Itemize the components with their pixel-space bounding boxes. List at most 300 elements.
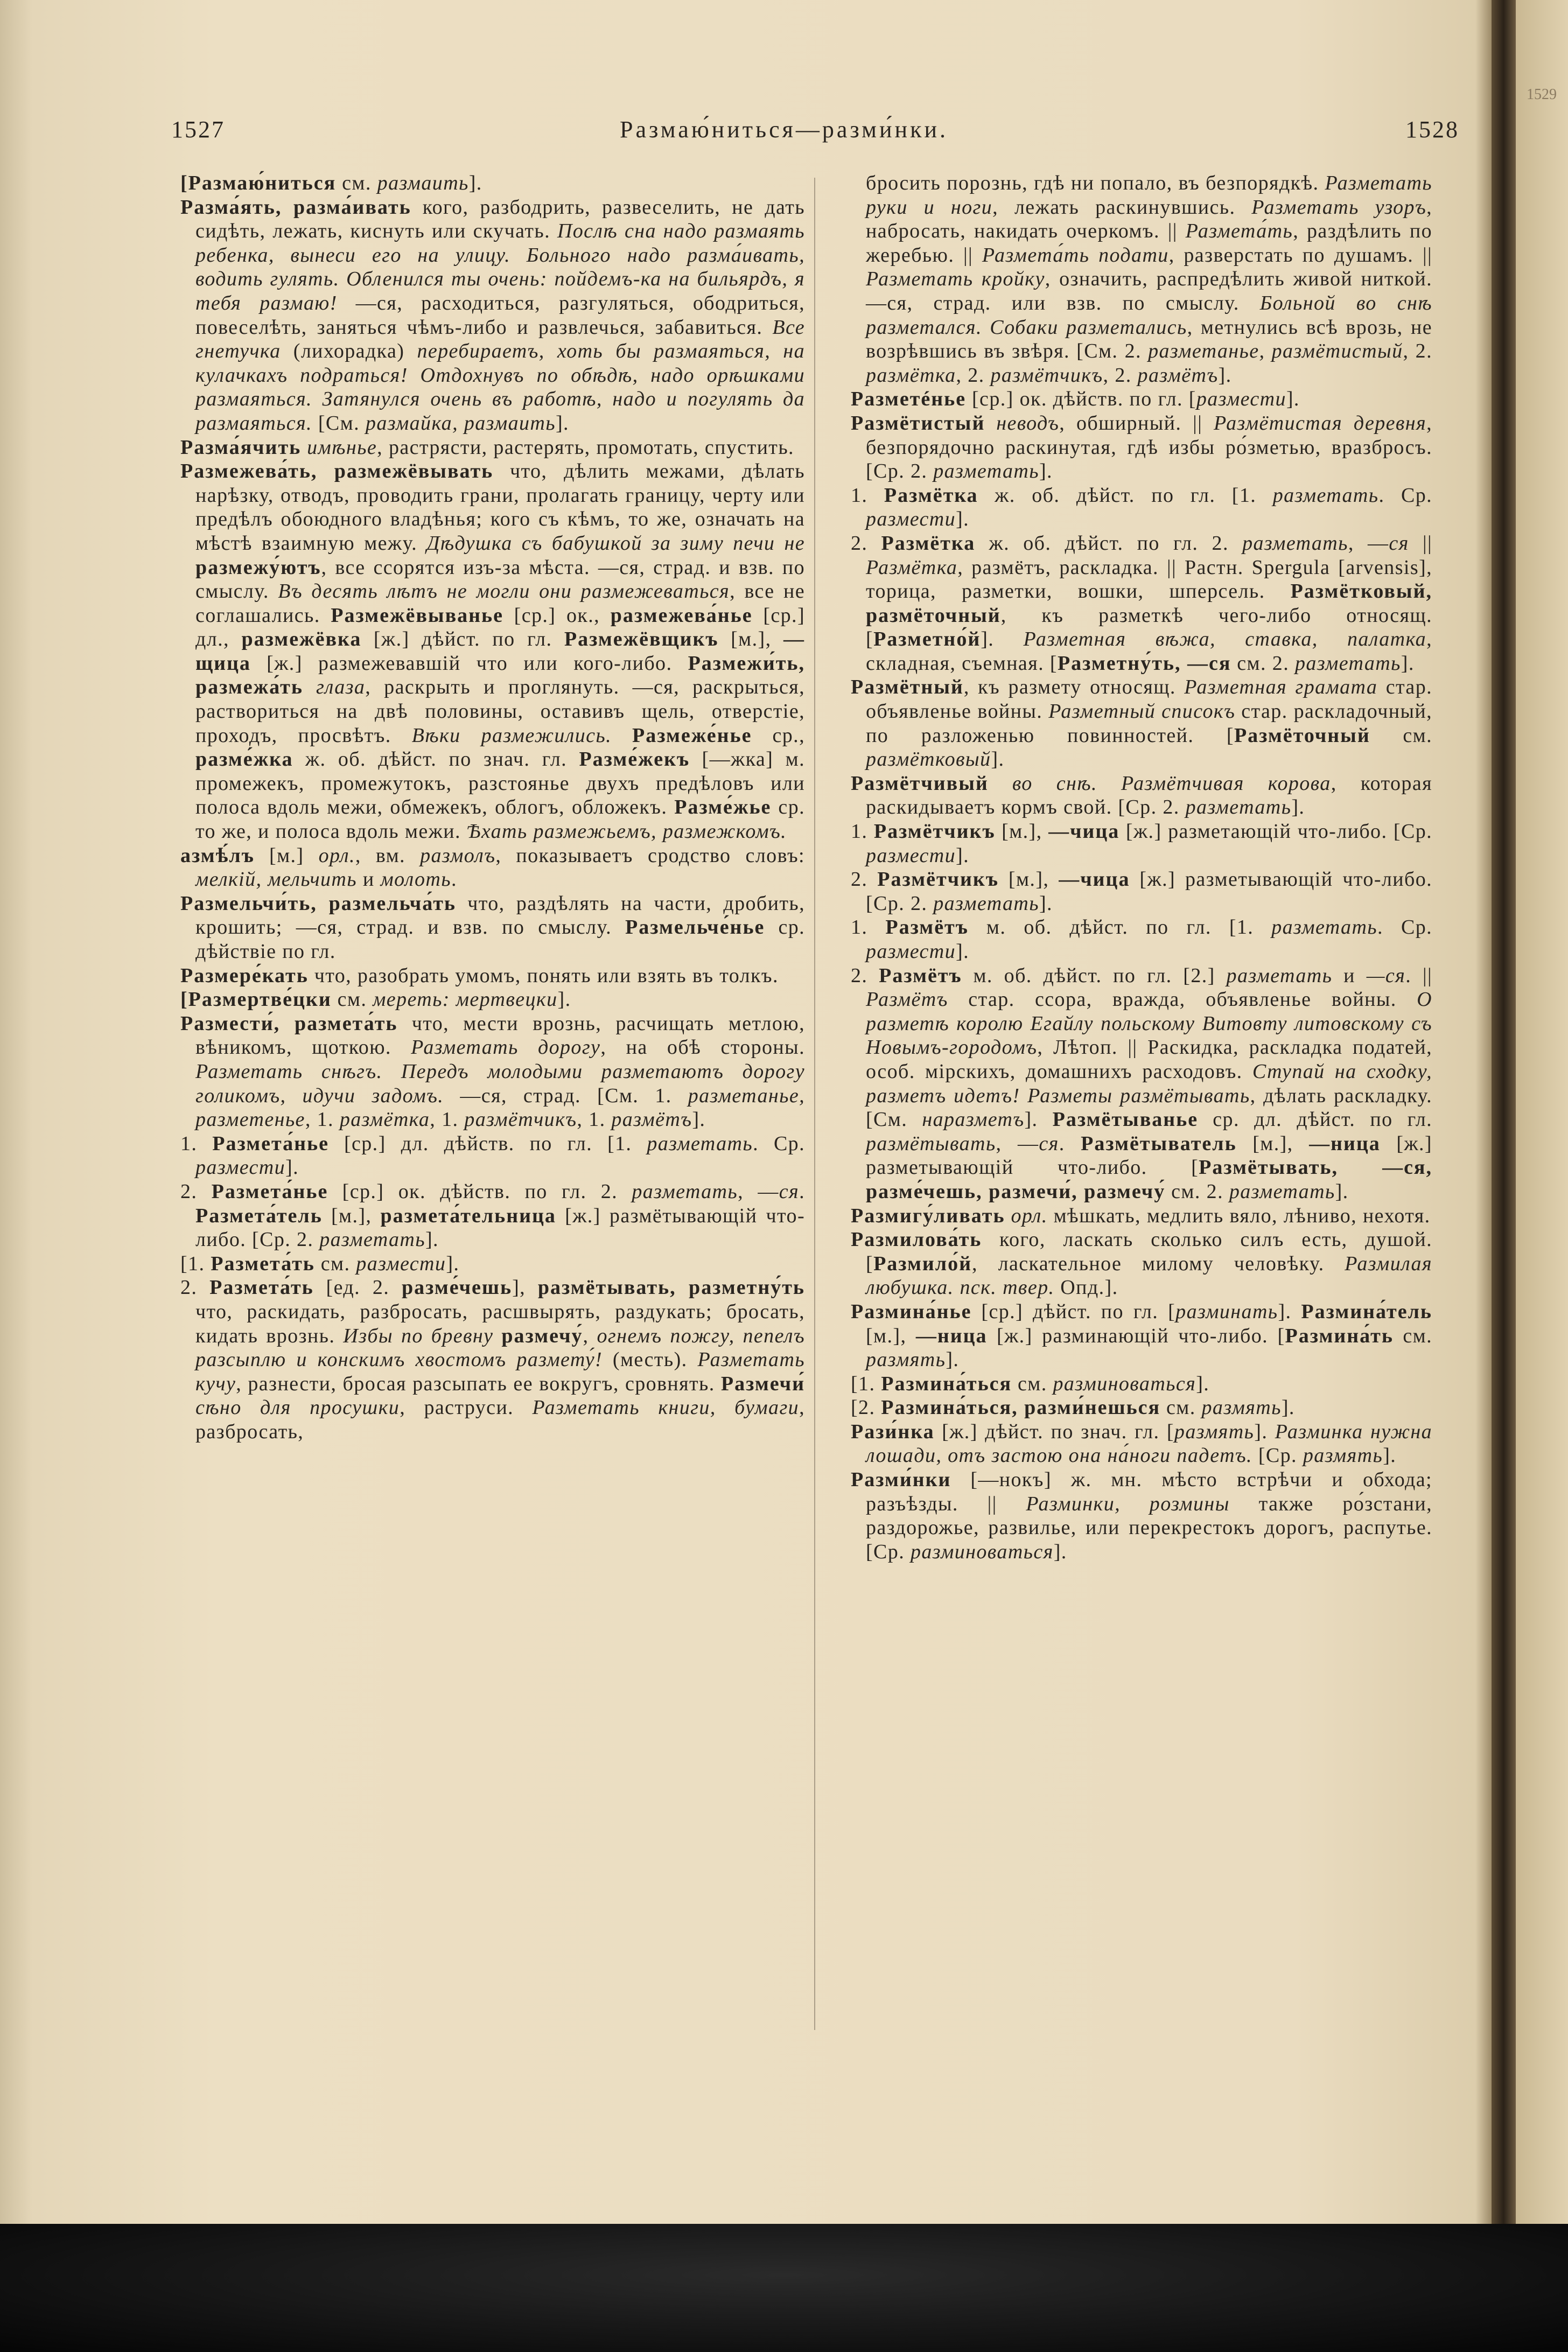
headword: Размежёвыванье bbox=[331, 604, 503, 627]
dictionary-entry bbox=[851, 675, 1432, 771]
definition-text: (месть). bbox=[603, 1348, 698, 1371]
definition-text: [ж.] разметывающій что-либо. [Ср. 2. bbox=[866, 868, 1433, 915]
headword: Размётъ bbox=[879, 964, 962, 987]
definition-text: м. об. дѣйст. по гл. [1. bbox=[968, 916, 1272, 939]
definition-text: ]. bbox=[1039, 892, 1053, 915]
definition-text: мѣшкать, медлить вяло, лѣниво, нехотя. bbox=[1047, 1204, 1431, 1227]
definition-text: ]. bbox=[1218, 363, 1232, 387]
definition-text: . bbox=[1059, 1132, 1081, 1155]
headword: Размина́нье bbox=[851, 1300, 972, 1323]
definition-text: , ласкательное милому человѣку. bbox=[972, 1252, 1345, 1275]
definition-text: и bbox=[1332, 964, 1367, 987]
headword: размежёвка bbox=[241, 628, 362, 651]
headword: [Размаю́ниться bbox=[180, 172, 337, 194]
running-head-title: Размаю́ниться—разми́нки. bbox=[619, 116, 948, 143]
headword: Разме́жекъ bbox=[579, 748, 690, 771]
definition-text: , все не соглашались. bbox=[195, 580, 805, 627]
definition-text: , размётъ, раскладка. || Растн. Spergula [arvensis], торица, разметки, вошки, шперсель. bbox=[866, 556, 1432, 603]
headword: Размётковый, размёточный bbox=[866, 580, 1432, 627]
definition-text bbox=[303, 676, 316, 698]
example-text: Разметать дорогу bbox=[411, 1036, 601, 1059]
dictionary-entry bbox=[851, 531, 1432, 676]
definition-text: Опд.]. bbox=[1054, 1276, 1118, 1299]
dictionary-entry bbox=[851, 1228, 1432, 1300]
definition-text: что, мести врознь, расчищать метлою, вѣникомъ, щоткою. bbox=[195, 1012, 805, 1059]
right-page-number: 1528 bbox=[1405, 116, 1459, 143]
definition-text: , лежать раскинувшись. bbox=[992, 195, 1252, 219]
definition-text: , безпорядочно раскинутая, гдѣ избы ро́зметью, вразбросъ. [Ср. 2. bbox=[866, 411, 1433, 483]
definition-text: [1. bbox=[180, 1252, 211, 1275]
definition-text: [ср.] дл., bbox=[195, 604, 806, 651]
headword: Размётка bbox=[881, 531, 976, 555]
example-text: Больной во снѣ разметался. Собаки разметались bbox=[866, 291, 1432, 339]
headword: Размета́ть bbox=[209, 1276, 314, 1299]
example-text: Разметный списокъ bbox=[1048, 700, 1236, 723]
headword: —ница bbox=[915, 1324, 988, 1347]
definition-text: , раскрыть и проглянуть. —ся, раскрыться, раствориться на двѣ половины, оставивъ щель, отверстіе, проходъ, просвѣтъ. bbox=[195, 676, 805, 747]
definition-text: [м.], bbox=[998, 868, 1059, 891]
adjacent-page-edge bbox=[1516, 0, 1568, 2224]
definition-text: ]. bbox=[1291, 796, 1305, 819]
definition-text: [ср.] ок. дѣйств. по гл. 2. bbox=[328, 1180, 632, 1203]
headword: Размета́тель bbox=[195, 1204, 323, 1227]
headword: Размельчи́ть, размельча́ть bbox=[180, 892, 456, 915]
definition-text: ]. bbox=[555, 411, 569, 435]
dictionary-entry bbox=[180, 892, 805, 964]
definition-text: ]. bbox=[468, 172, 482, 194]
headword: Разми́нки bbox=[851, 1468, 951, 1492]
definition-text bbox=[1005, 1205, 1011, 1227]
adjacent-page-number: 1529 bbox=[1527, 86, 1557, 103]
headword: —чица bbox=[1059, 868, 1130, 891]
example-text: размолъ bbox=[420, 844, 496, 867]
dictionary-entry bbox=[851, 171, 1432, 387]
definition-text: ]. bbox=[557, 988, 571, 1011]
example-text: разминоваться bbox=[1053, 1372, 1196, 1395]
definition-text: , метнулись всѣ врозь, не возрѣвшись въ звѣря. [См. 2. bbox=[866, 316, 1432, 363]
definition-text: что, раздѣлять на части, дробить, крошить; —ся, страд. и взв. по смыслу. bbox=[195, 892, 805, 939]
dictionary-entry bbox=[851, 1468, 1432, 1564]
example-text: мереть: мертвецки bbox=[373, 988, 558, 1011]
dictionary-entry bbox=[180, 964, 805, 988]
definition-text bbox=[493, 1325, 501, 1347]
example-text: разметать bbox=[1295, 652, 1401, 675]
headword: Размина́ться bbox=[881, 1372, 1012, 1395]
definition-text: —ся, расходиться, разгуляться, ободриться, повеселѣть, заняться чѣмъ-либо и развлечься, забавиться. bbox=[195, 291, 805, 339]
example-text: Вѣки размежились. bbox=[411, 724, 612, 747]
definition-text: ср. дл. дѣйст. по гл. bbox=[1198, 1108, 1432, 1131]
definition-text: 1. bbox=[180, 1132, 213, 1155]
dictionary-entry bbox=[180, 436, 805, 460]
headword: Размежева́ть, размежёвывать bbox=[180, 460, 494, 483]
headword: разме́жка bbox=[195, 748, 293, 771]
headword: Размётчикъ bbox=[873, 820, 996, 843]
example-text: Разминки, розмины bbox=[1026, 1492, 1230, 1515]
example-text: разметать bbox=[933, 460, 1039, 483]
dictionary-entry bbox=[180, 171, 805, 195]
definition-text: , показываетъ сродство словъ: bbox=[495, 844, 805, 867]
definition-text: . Ср. bbox=[753, 1132, 805, 1155]
definition-text: [ж.] размежевавшій что или кого-либо. bbox=[250, 652, 688, 675]
definition-text: ]. bbox=[1053, 1540, 1067, 1563]
headword: Размета́ть bbox=[211, 1252, 315, 1275]
definition-text: [—нокъ] ж. мн. мѣсто встрѣчи и обхода; разъѣзды. || bbox=[866, 1468, 1432, 1515]
definition-text: кого, разбодрить, развеселить, не дать сидѣть, лежать, киснуть или скучать. bbox=[195, 195, 805, 243]
headword: —щица bbox=[195, 628, 806, 675]
definition-text: , 2. bbox=[1103, 363, 1138, 387]
definition-text: . || bbox=[1405, 964, 1432, 987]
definition-text: см. 2. bbox=[1165, 1180, 1229, 1203]
headword: Размежёвщикъ bbox=[564, 628, 719, 651]
headword: размета́тельница bbox=[380, 1204, 556, 1227]
example-text: разметанье, размётистый bbox=[1148, 340, 1403, 363]
headword: Размётыватель bbox=[1081, 1132, 1237, 1155]
headword: Разметну́ть, —ся bbox=[1057, 652, 1231, 675]
example-text: разметать bbox=[1229, 1180, 1335, 1203]
dictionary-entry bbox=[180, 195, 805, 436]
definition-text: , обширный. || bbox=[1059, 411, 1214, 435]
dictionary-entry bbox=[851, 915, 1432, 963]
definition-text: 1. bbox=[851, 484, 884, 507]
example-text: разметать bbox=[647, 1132, 753, 1155]
headword: азмѣ́лъ bbox=[180, 844, 255, 867]
example-text: Размётка bbox=[866, 556, 958, 579]
definition-text: [ж.] дѣйст. по знач. гл. [ bbox=[934, 1420, 1174, 1443]
example-text: орл. bbox=[318, 844, 355, 867]
definition-text: ]. bbox=[1254, 1420, 1275, 1443]
definition-text: ср. то же, и полоса вдоль межи. bbox=[195, 796, 805, 843]
definition-text: также ро́зстани, раздорожье, развилье, или перекрестокъ дорогъ, распутье. [Ср. bbox=[866, 1492, 1432, 1563]
dictionary-entry bbox=[180, 1180, 805, 1252]
dictionary-entry bbox=[180, 1132, 805, 1180]
example-text: размётка bbox=[339, 1108, 430, 1131]
example-text: Ступай на сходку, разметъ идетъ! Разметы размётывать bbox=[866, 1060, 1432, 1107]
example-text: размять bbox=[1201, 1396, 1282, 1419]
definition-text: см. bbox=[1012, 1372, 1053, 1395]
definition-text: ]. bbox=[991, 748, 1005, 771]
headword: Размёточный bbox=[1234, 724, 1370, 747]
example-text: разметать bbox=[1242, 531, 1348, 555]
definition-text: [ж.] разминающій что-либо. [ bbox=[987, 1324, 1285, 1347]
definition-text: , которая раскидываетъ кормъ свой. [Ср. 2. bbox=[866, 772, 1432, 819]
definition-text bbox=[989, 772, 1012, 795]
example-text: размётковый bbox=[866, 748, 991, 771]
example-text: орл. bbox=[1011, 1204, 1048, 1227]
definition-text: 1. bbox=[851, 820, 874, 843]
dictionary-entry bbox=[851, 484, 1432, 531]
headword: Разме́жье bbox=[674, 796, 772, 819]
definition-text: ]. bbox=[425, 1228, 439, 1251]
example-text: Избы по бревну bbox=[343, 1324, 494, 1347]
definition-text bbox=[301, 436, 307, 459]
dictionary-entry bbox=[851, 387, 1432, 411]
definition-text: [Ср. bbox=[1252, 1444, 1303, 1467]
example-text: разметать bbox=[319, 1228, 425, 1251]
book-gutter bbox=[1492, 0, 1516, 2224]
definition-text: . bbox=[451, 868, 457, 891]
example-text: мелкій, мельчить bbox=[195, 868, 357, 891]
definition-text: [м.], bbox=[1236, 1132, 1310, 1155]
example-text: Ѣхать размежьемъ, размежкомъ. bbox=[466, 820, 787, 843]
headword: Разметно́й bbox=[873, 628, 981, 651]
example-text: размаить bbox=[377, 172, 469, 194]
headword: Размётъ bbox=[885, 916, 969, 939]
example-text: ся bbox=[1389, 531, 1409, 555]
definition-text: [м.] bbox=[254, 844, 319, 867]
definition-text: , раздѣлить по жеребью. || bbox=[866, 220, 1432, 267]
definition-text: что, дѣлить межами, дѣлать нарѣзку, отводъ, проводить грани, пролагать границу, черту или предѣлъ обоюдного владѣнья; кого съ кѣмъ, то же, означать на мѣстѣ взаимную межу. bbox=[195, 460, 806, 555]
example-text: перебираетъ, хоть бы размаяться, на кулачкахъ подраться! Отдохнувъ по обѣдѣ, надо орѣшками размаяться. Затянулся очень въ работѣ, надо и погулять да размаяться. bbox=[195, 340, 805, 435]
definition-text: см. bbox=[1160, 1396, 1202, 1419]
example-text: размести bbox=[1196, 388, 1286, 411]
headword: Размилова́ть bbox=[851, 1228, 982, 1251]
headword: Размина́ться, разми́нешься bbox=[881, 1396, 1161, 1419]
definition-text: 2. bbox=[851, 868, 878, 891]
definition-text: бросить порознь, гдѣ ни попало, въ безпорядкѣ. bbox=[866, 172, 1325, 194]
definition-text: [ср.] ок. дѣйств. по гл. [ bbox=[966, 388, 1196, 411]
headword: [Размертве́цки bbox=[180, 988, 332, 1011]
definition-text: [ж.] разметывающій что-либо. [ bbox=[866, 1132, 1432, 1179]
definition-text: ]. bbox=[946, 1348, 960, 1371]
example-text: размётка bbox=[866, 363, 956, 387]
example-text: О разметѣ королю Егайлу польскому Витовту литовскому съ Новымъ-городомъ bbox=[866, 988, 1432, 1059]
definition-text: , разверстать по душамъ. || bbox=[1168, 243, 1432, 267]
definition-text: см. bbox=[314, 1252, 356, 1275]
definition-text: ]. bbox=[446, 1252, 460, 1275]
definition-text: , все ссорятся изъ-за мѣста. —ся, страд. и взв. по смыслу. bbox=[195, 556, 805, 603]
example-text: Размётистая деревня bbox=[1213, 411, 1427, 435]
definition-text: , къ разметкѣ чего-либо относящ. [ bbox=[866, 604, 1432, 651]
example-text: сѣно для просушки bbox=[195, 1396, 400, 1419]
example-text: разметать bbox=[1185, 796, 1292, 819]
dictionary-entry bbox=[180, 1252, 805, 1276]
headword: Размести́, размета́ть bbox=[180, 1012, 398, 1035]
definition-text: , — bbox=[738, 1180, 779, 1203]
definition-text: , дѣлать раскладку. [См. bbox=[866, 1084, 1433, 1131]
definition-text: ]. bbox=[1024, 1108, 1053, 1131]
example-text: Размета́ть bbox=[1185, 220, 1293, 243]
headword: Размета́нье bbox=[211, 1180, 328, 1203]
headword: размежу́ютъ bbox=[195, 556, 321, 579]
dictionary-entry bbox=[180, 844, 805, 892]
definition-text: . Ср. bbox=[1378, 484, 1432, 507]
example-text: Разметная грамата bbox=[1184, 676, 1378, 699]
definition-text: . bbox=[799, 1180, 806, 1203]
headword: размежева́нье bbox=[610, 604, 753, 627]
definition-text: 1. bbox=[851, 916, 886, 939]
headword: Размётистый bbox=[851, 411, 985, 435]
definition-text: , разнести, бросая разсыпать ее вокругъ, сровнять. bbox=[236, 1372, 721, 1395]
left-column bbox=[180, 171, 805, 1444]
headword: Размётка bbox=[884, 484, 978, 507]
example-text: разметать bbox=[1271, 916, 1377, 939]
headword: Размеже́нье bbox=[632, 724, 752, 747]
example-text: неводъ bbox=[996, 411, 1060, 435]
example-text: размётъ bbox=[611, 1108, 692, 1131]
headword: Разметéнье bbox=[851, 388, 967, 411]
definition-text: [ж.] дѣйст. по гл. bbox=[361, 628, 564, 651]
example-text: Размета́ть подати bbox=[982, 243, 1169, 267]
definition-text: ]. bbox=[956, 508, 969, 531]
dictionary-entry bbox=[851, 820, 1432, 867]
example-text: —ся bbox=[1366, 964, 1406, 987]
definition-text: см. bbox=[1393, 1324, 1432, 1347]
example-text: Въ десять лѣтъ не могли они размежеваться bbox=[278, 580, 730, 603]
definition-text: 2. bbox=[851, 531, 881, 555]
definition-text: стар. раскладочный, по разложенью повинностей. [ bbox=[866, 700, 1433, 747]
headword: Размельче́нье bbox=[625, 916, 765, 939]
dictionary-entry bbox=[851, 964, 1432, 1204]
definition-text: стар. объявленье войны. bbox=[866, 676, 1432, 723]
example-text: Все гнетучка bbox=[195, 316, 805, 363]
headword: Размина́ть bbox=[1285, 1324, 1394, 1347]
definition-text: , къ размету относящ. bbox=[963, 676, 1185, 699]
definition-text: ]. bbox=[956, 844, 969, 867]
example-text: ся bbox=[779, 1180, 800, 1203]
example-text: разметать bbox=[1226, 964, 1333, 987]
example-text: размести bbox=[866, 508, 956, 531]
definition-text bbox=[612, 724, 632, 747]
definition-text: , набросать, накидать очеркомъ. || bbox=[866, 195, 1432, 243]
example-text: разминоваться bbox=[911, 1540, 1054, 1563]
definition-text: , 2. bbox=[1403, 340, 1432, 363]
headword: Рази́нка bbox=[851, 1420, 935, 1443]
example-text: размести bbox=[866, 844, 956, 867]
example-text: Размётъ bbox=[866, 988, 948, 1011]
example-text: имѣнье bbox=[307, 436, 377, 459]
example-text: Размилая любушка. пск. твер. bbox=[866, 1252, 1432, 1299]
example-text: разминать bbox=[1175, 1300, 1278, 1323]
definition-text: —ся, страд. [См. 1. bbox=[444, 1084, 688, 1107]
definition-text: || bbox=[1409, 531, 1432, 555]
definition-text: ]. bbox=[1286, 388, 1300, 411]
definition-text: ]. bbox=[1281, 1396, 1295, 1419]
example-text: разметанье, разметенье bbox=[195, 1084, 805, 1131]
definition-text: см. bbox=[1370, 724, 1432, 747]
example-text: ся bbox=[1039, 1132, 1059, 1155]
headword: Размётчивый bbox=[851, 772, 989, 795]
definition-text: [1. bbox=[851, 1372, 881, 1395]
example-text: Послѣ сна надо размаять ребенка, вынеси его на улицу. Больного надо разма́ивать, водить гулять. Обленился ты очень: пойдемъ-ка на бильярдъ, я тебя размаю! bbox=[195, 220, 806, 314]
dictionary-entry bbox=[180, 988, 805, 1012]
definition-text: ]. bbox=[1039, 460, 1053, 483]
example-text: огнемъ пожгу, пепелъ разсыплю и конскимъ хвостомъ размету́! bbox=[195, 1324, 805, 1371]
example-text: размётчикъ bbox=[990, 363, 1103, 387]
example-text: Разметать кройку bbox=[866, 268, 1045, 291]
definition-text: [ср.] дѣйст. по гл. [ bbox=[971, 1300, 1176, 1323]
dictionary-entry bbox=[851, 411, 1432, 484]
definition-text: 2. bbox=[851, 964, 879, 987]
scan-background bbox=[0, 2224, 1568, 2352]
definition-text: [ж.] разметающій что-либо. [Ср. bbox=[1119, 820, 1433, 843]
definition-text: 2. bbox=[180, 1180, 212, 1203]
example-text: Дѣдушка съ бабушкой за зиму печи не bbox=[426, 531, 805, 555]
definition-text: кого, ласкать сколько силъ есть, душой. [ bbox=[866, 1228, 1432, 1275]
definition-text: , на обѣ стороны. bbox=[600, 1036, 805, 1059]
example-text: Разметать узоръ bbox=[1251, 195, 1427, 219]
definition-text: [См. bbox=[312, 411, 366, 435]
definition-text: [ср.] ок., bbox=[503, 604, 611, 627]
headword: Разма́ять, разма́ивать bbox=[180, 195, 411, 219]
definition-text: см. bbox=[331, 988, 373, 1011]
definition-text: . Ср. bbox=[1377, 916, 1432, 939]
example-text: Разметать руки и ноги bbox=[866, 172, 1432, 219]
definition-text: (лихорадка) bbox=[281, 340, 417, 363]
headword: —чица bbox=[1048, 820, 1120, 843]
headword: Разма́ячить bbox=[180, 436, 302, 459]
definition-text: ]. bbox=[981, 628, 1024, 651]
example-text: Разминка нужна лошади, отъ застою она на́ноги падетъ. bbox=[866, 1420, 1432, 1467]
definition-text: , — bbox=[1348, 531, 1389, 555]
right-column bbox=[851, 171, 1432, 1564]
definition-text: [2. bbox=[851, 1396, 881, 1419]
example-text: разметать bbox=[632, 1180, 738, 1203]
headword: Размигу́ливать bbox=[851, 1204, 1005, 1227]
dictionary-entry bbox=[851, 1300, 1432, 1372]
definition-text: ср., bbox=[752, 724, 805, 747]
example-text: глаза bbox=[316, 676, 366, 699]
example-text: размайка, размаить bbox=[365, 411, 556, 435]
definition-text: [ж.] размётывающій что-либо. [Ср. 2. bbox=[195, 1204, 805, 1251]
definition-text: , bbox=[583, 1324, 597, 1347]
example-text: Разметать книги, бумаги bbox=[532, 1396, 800, 1419]
definition-text: ]. bbox=[1196, 1372, 1210, 1395]
dictionary-entry bbox=[851, 1396, 1432, 1420]
headword: Размере́кать bbox=[180, 964, 309, 987]
example-text: молоть bbox=[380, 868, 451, 891]
headword: Размётывать, —ся, разме́чешь, размечи́, размечу́ bbox=[866, 1156, 1432, 1203]
example-text: размять bbox=[866, 1348, 946, 1371]
headword: Размётчикъ bbox=[877, 868, 999, 891]
headword: размётывать, разметну́ть bbox=[537, 1276, 805, 1299]
definition-text: ]. bbox=[285, 1156, 299, 1179]
column-divider bbox=[814, 178, 815, 2030]
definition-text: ]. bbox=[1401, 652, 1415, 675]
dictionary-entry bbox=[180, 1276, 805, 1444]
definition-text: [м.], bbox=[995, 820, 1049, 843]
definition-text: , 1. bbox=[577, 1108, 612, 1131]
headword: Размечи́ bbox=[720, 1372, 805, 1395]
example-text: Разметать кучу bbox=[195, 1348, 805, 1395]
example-text: размести bbox=[356, 1252, 446, 1275]
definition-text: [—жка] м. промежекъ, промежутокъ, разстоянье двухъ предѣловъ или полоса вдоль межи, обмежекъ, облогъ, обложекъ. bbox=[195, 748, 805, 819]
definition-text: , 2. bbox=[956, 363, 991, 387]
example-text: размётчикъ bbox=[464, 1108, 577, 1131]
example-text: наразметъ bbox=[922, 1108, 1025, 1131]
dictionary-entry bbox=[180, 459, 805, 844]
headword: Размётыванье bbox=[1052, 1108, 1199, 1131]
dictionary-entry bbox=[180, 1012, 805, 1132]
headword: размечу́ bbox=[501, 1324, 583, 1347]
example-text: разметать bbox=[1272, 484, 1379, 507]
definition-text: , разбросать, bbox=[195, 1396, 805, 1443]
definition-text: ]. bbox=[1278, 1300, 1301, 1323]
headword: Размётный bbox=[851, 676, 964, 699]
definition-text: , 1. bbox=[305, 1108, 340, 1131]
definition-text: , раструси. bbox=[400, 1396, 533, 1419]
definition-text: , растрясти, растерять, промотать, спустить. bbox=[377, 436, 794, 459]
definition-text: ]. bbox=[1383, 1444, 1397, 1467]
dictionary-entry bbox=[851, 1372, 1432, 1396]
definition-text: что, разобрать умомъ, понять или взять въ толкъ. bbox=[308, 964, 779, 987]
definition-text: ]. bbox=[692, 1108, 706, 1131]
definition-text bbox=[985, 412, 996, 435]
definition-text: [м.], bbox=[866, 1324, 916, 1347]
dictionary-entry bbox=[851, 867, 1432, 915]
left-page-number: 1527 bbox=[171, 116, 225, 143]
definition-text: ж. об. дѣйст. по гл. [1. bbox=[978, 484, 1273, 507]
definition-text: [ср.] дл. дѣйств. по гл. [1. bbox=[328, 1132, 647, 1155]
